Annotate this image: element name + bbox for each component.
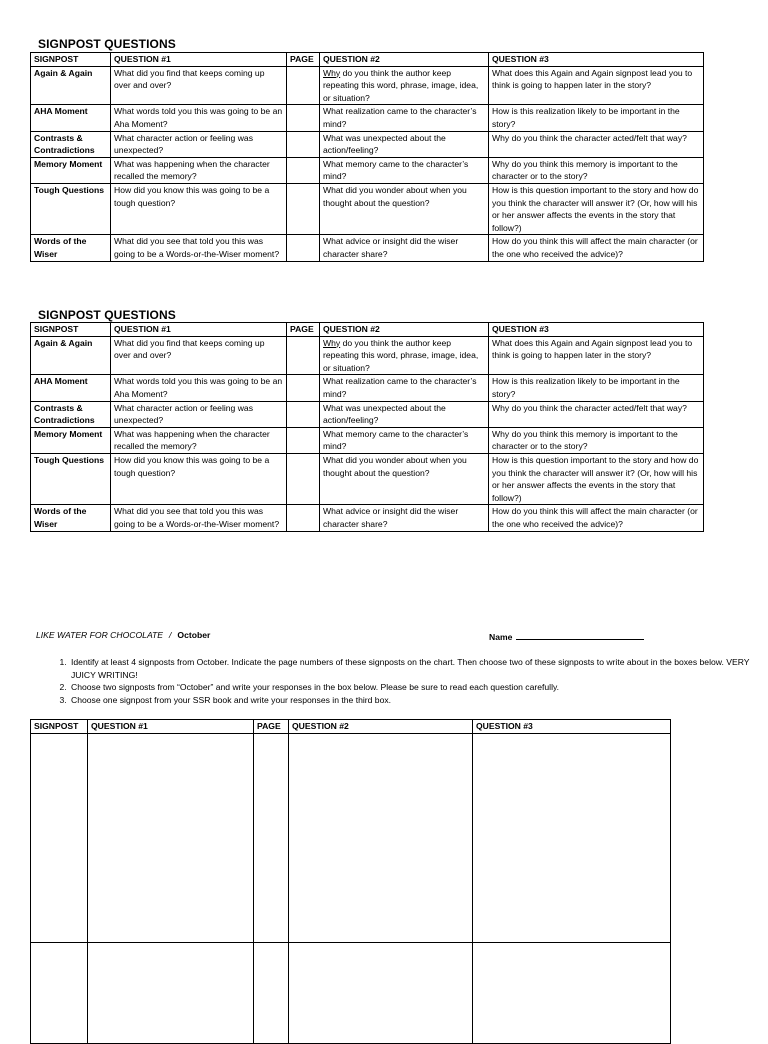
col-header-question-3: QUESTION #3 xyxy=(489,53,704,67)
response-signpost-cell[interactable] xyxy=(31,734,88,943)
question-1-cell: What character action or feeling was unexpected? xyxy=(111,401,287,427)
page-cell xyxy=(287,401,320,427)
col-header-signpost: SIGNPOST xyxy=(31,720,88,734)
signpost-name: Words of the Wiser xyxy=(31,505,111,531)
response-table xyxy=(30,719,671,1044)
col-header-page: PAGE xyxy=(287,323,320,337)
signpost-table xyxy=(30,52,704,262)
name-blank-line[interactable] xyxy=(516,630,644,640)
question-3-cell: How do you think this will affect the main character (or the one who received the advice)? xyxy=(489,235,704,261)
col-header-question-3: QUESTION #3 xyxy=(473,720,671,734)
col-header-question-1: QUESTION #1 xyxy=(111,323,287,337)
signpost-name: Memory Moment xyxy=(31,157,111,183)
col-header-signpost: SIGNPOST xyxy=(31,53,111,67)
signpost-table xyxy=(30,322,704,532)
question-2-text: do you think the author keep repeating this word, phrase, image, idea, or situation? xyxy=(323,67,479,103)
instruction-item: 3. Choose one signpost from your SSR book and write your responses in the third box. xyxy=(69,694,768,707)
instructions-list xyxy=(33,656,768,706)
question-1-cell: How did you know this was going to be a tough question? xyxy=(111,183,287,234)
col-header-signpost: SIGNPOST xyxy=(31,323,111,337)
response-question-1-cell[interactable] xyxy=(88,734,254,943)
col-header-question-3: QUESTION #3 xyxy=(489,323,704,337)
signpost-name: Contrasts & Contradictions xyxy=(31,131,111,157)
question-3-cell: Why do you think this memory is important to the character or to the story? xyxy=(489,427,704,453)
question-2-cell: What advice or insight did the wiser character share? xyxy=(320,235,489,261)
question-3-cell: How do you think this will affect the main character (or the one who received the advice)? xyxy=(489,505,704,531)
col-header-question-2: QUESTION #2 xyxy=(320,323,489,337)
assignment-month: October xyxy=(177,630,211,640)
table-row xyxy=(31,235,704,261)
signpost-name: Memory Moment xyxy=(31,427,111,453)
response-question-2-cell[interactable] xyxy=(289,734,473,943)
signpost-name: AHA Moment xyxy=(31,375,111,401)
instruction-item: 1. Identify at least 4 signposts from October. Indicate the page numbers of these signposts on the chart. Then choose two of these signposts to write about in the boxes below. VERY JUICY WRITING! xyxy=(69,656,768,681)
signpost-heading: SIGNPOST QUESTIONS xyxy=(38,37,176,51)
page-cell xyxy=(287,336,320,375)
question-3-cell: Why do you think this memory is important to the character or to the story? xyxy=(489,157,704,183)
response-question-3-cell[interactable] xyxy=(473,734,671,943)
question-2-text: do you think the author keep repeating this word, phrase, image, idea, or situation? xyxy=(323,337,479,373)
question-3-cell: How is this question important to the story and how do you think the character will answer it? (Or, how will his or her answer affects the events in the story that follow?) xyxy=(489,183,704,234)
emphasis-word: Why xyxy=(323,337,341,348)
question-2-cell: What was unexpected about the action/feeling? xyxy=(320,401,489,427)
question-2-cell: What realization came to the character’s mind? xyxy=(320,375,489,401)
table-row xyxy=(31,401,704,427)
signpost-name: Again & Again xyxy=(31,66,111,105)
table-row xyxy=(31,183,704,234)
response-row xyxy=(31,943,671,1044)
table-row xyxy=(31,505,704,531)
page-cell xyxy=(287,183,320,234)
question-2-cell: What realization came to the character’s mind? xyxy=(320,105,489,131)
table-row xyxy=(31,427,704,453)
table-row xyxy=(31,105,704,131)
question-1-cell: What did you find that keeps coming up over and over? xyxy=(111,336,287,375)
question-3-cell: How is this realization likely to be important in the story? xyxy=(489,105,704,131)
page-cell xyxy=(287,375,320,401)
question-1-cell: What was happening when the character recalled the memory? xyxy=(111,427,287,453)
col-header-question-1: QUESTION #1 xyxy=(88,720,254,734)
page-cell xyxy=(287,131,320,157)
question-2-cell: What was unexpected about the action/feeling? xyxy=(320,131,489,157)
question-1-cell: What did you find that keeps coming up over and over? xyxy=(111,66,287,105)
table-header-row xyxy=(31,720,671,734)
question-3-cell: How is this realization likely to be important in the story? xyxy=(489,375,704,401)
question-3-cell: Why do you think the character acted/felt that way? xyxy=(489,401,704,427)
page-cell xyxy=(287,427,320,453)
page-cell xyxy=(287,157,320,183)
question-3-cell: What does this Again and Again signpost lead you to think is going to happen later in the story? xyxy=(489,66,704,105)
table-row xyxy=(31,453,704,504)
col-header-page: PAGE xyxy=(287,53,320,67)
question-2-cell: What memory came to the character’s mind? xyxy=(320,427,489,453)
response-page-cell[interactable] xyxy=(254,734,289,943)
name-label: Name xyxy=(489,632,513,642)
page-cell xyxy=(287,66,320,105)
table-header-row xyxy=(31,323,704,337)
response-signpost-cell[interactable] xyxy=(31,943,88,1044)
table-row xyxy=(31,375,704,401)
title-separator: / xyxy=(169,630,172,640)
table-row xyxy=(31,157,704,183)
page-cell xyxy=(287,105,320,131)
instruction-item: 2. Choose two signposts from “October” and write your responses in the box below. Please be sure to read each question carefully. xyxy=(69,681,768,694)
signpost-name: Again & Again xyxy=(31,336,111,375)
question-3-cell: How is this question important to the story and how do you think the character will answer it? (Or, how will his or her answer affects the events in the story that follow?) xyxy=(489,453,704,504)
emphasis-word: Why xyxy=(323,67,341,78)
name-field[interactable] xyxy=(489,630,644,642)
col-header-question-1: QUESTION #1 xyxy=(111,53,287,67)
question-2-cell: What memory came to the character’s mind? xyxy=(320,157,489,183)
question-3-cell: Why do you think the character acted/felt that way? xyxy=(489,131,704,157)
question-2-cell: What did you wonder about when you thought about the question? xyxy=(320,453,489,504)
assignment-title xyxy=(36,630,210,640)
response-question-2-cell[interactable] xyxy=(289,943,473,1044)
response-row xyxy=(31,734,671,943)
signpost-heading: SIGNPOST QUESTIONS xyxy=(38,308,176,322)
col-header-question-2: QUESTION #2 xyxy=(289,720,473,734)
response-question-1-cell[interactable] xyxy=(88,943,254,1044)
question-2-cell: What advice or insight did the wiser character share? xyxy=(320,505,489,531)
question-1-cell: How did you know this was going to be a tough question? xyxy=(111,453,287,504)
page-cell xyxy=(287,453,320,504)
question-1-cell: What did you see that told you this was going to be a Words-or-the-Wiser moment? xyxy=(111,235,287,261)
question-2-cell: What did you wonder about when you thought about the question? xyxy=(320,183,489,234)
table-row xyxy=(31,66,704,105)
question-1-cell: What words told you this was going to be an Aha Moment? xyxy=(111,105,287,131)
question-1-cell: What character action or feeling was unexpected? xyxy=(111,131,287,157)
question-2-cell xyxy=(320,66,489,105)
signpost-name: Tough Questions xyxy=(31,183,111,234)
table-row xyxy=(31,131,704,157)
table-row xyxy=(31,336,704,375)
question-1-cell: What was happening when the character recalled the memory? xyxy=(111,157,287,183)
question-1-cell: What words told you this was going to be an Aha Moment? xyxy=(111,375,287,401)
page-cell xyxy=(287,505,320,531)
book-title: LIKE WATER FOR CHOCOLATE xyxy=(36,630,164,640)
signpost-name: AHA Moment xyxy=(31,105,111,131)
signpost-name: Contrasts & Contradictions xyxy=(31,401,111,427)
col-header-page: PAGE xyxy=(254,720,289,734)
question-3-cell: What does this Again and Again signpost lead you to think is going to happen later in the story? xyxy=(489,336,704,375)
table-header-row xyxy=(31,53,704,67)
page-cell xyxy=(287,235,320,261)
signpost-name: Tough Questions xyxy=(31,453,111,504)
question-2-cell xyxy=(320,336,489,375)
signpost-name: Words of the Wiser xyxy=(31,235,111,261)
response-page-cell[interactable] xyxy=(254,943,289,1044)
col-header-question-2: QUESTION #2 xyxy=(320,53,489,67)
response-question-3-cell[interactable] xyxy=(473,943,671,1044)
question-1-cell: What did you see that told you this was going to be a Words-or-the-Wiser moment? xyxy=(111,505,287,531)
